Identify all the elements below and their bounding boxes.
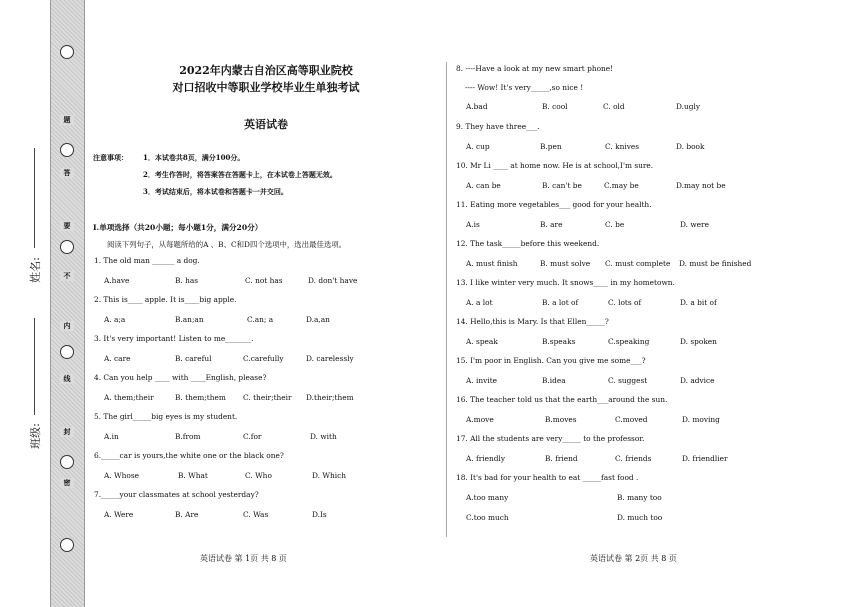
option: C. Who	[245, 471, 272, 480]
option: A.is	[466, 220, 480, 229]
option: C.speaking	[608, 337, 650, 346]
question-text: 2. This is____ apple. It is____big apple.	[94, 295, 237, 304]
punch-hole	[60, 143, 74, 157]
option: B.moves	[545, 415, 577, 424]
question-text: 10. Mr Li ____ at home now. He is at school,I'm sure.	[456, 161, 654, 170]
option: C. not has	[245, 276, 283, 285]
option: D.may not be	[676, 181, 726, 190]
option: B. What	[178, 471, 208, 480]
option: B. them;them	[175, 393, 226, 402]
footer-page-left: 英语试卷 第 1页 共 8 页	[200, 554, 287, 563]
binding-char: 内	[60, 321, 74, 331]
option: A. speak	[466, 337, 498, 346]
notice-item: 3．考试结束后，将本试卷和答题卡一并交回。	[143, 187, 288, 196]
question-text: 17. All the students are very_____ to the professor.	[456, 434, 645, 443]
exam-subject: 英语试卷	[244, 118, 288, 131]
option: C. suggest	[608, 376, 648, 385]
option: B. has	[175, 276, 199, 285]
option: C. their;their	[243, 393, 292, 402]
option: B. must solve	[540, 259, 591, 268]
option: D. book	[676, 142, 705, 151]
option: C. be	[605, 220, 625, 229]
binding-char: 题	[60, 115, 74, 125]
option: C.for	[243, 432, 262, 441]
option: B.an;an	[175, 315, 204, 324]
exam-title-line2: 对口招收中等职业学校毕业生单独考试	[172, 81, 360, 94]
option: D. much too	[617, 513, 663, 522]
question-text: 16. The teacher told us that the earth___around the sun.	[456, 395, 668, 404]
question-text: 4. Can you help ____ with ____English, please?	[94, 373, 267, 382]
option: D. spoken	[680, 337, 717, 346]
binding-char: 线	[60, 374, 74, 384]
option: C. lots of	[608, 298, 642, 307]
class-label: 班级:	[28, 423, 42, 449]
class-underline	[34, 318, 35, 415]
question-text: 15. I'm poor in English. Can you give me some___?	[456, 356, 646, 365]
question-text: 7._____your classmates at school yesterday?	[94, 490, 259, 499]
option: B. Are	[175, 510, 199, 519]
option: D. friendlier	[682, 454, 728, 463]
option: B. can't be	[542, 181, 582, 190]
option: D. Which	[312, 471, 346, 480]
option: D.ugly	[676, 102, 701, 111]
question-text: 3. It's very important! Listen to me_______.	[94, 334, 254, 343]
option: B. many too	[617, 493, 662, 502]
footer-page-right: 英语试卷 第 2页 共 8 页	[590, 554, 677, 563]
binding-char: 不	[60, 271, 74, 281]
option: B.from	[175, 432, 201, 441]
option: A.move	[466, 415, 494, 424]
option: C. friends	[615, 454, 652, 463]
option: A. Whose	[104, 471, 140, 480]
option: B. friend	[545, 454, 578, 463]
binding-char: 答	[60, 168, 74, 178]
question-text: 6._____car is yours,the white one or the black one?	[94, 451, 284, 460]
option: D. carelessly	[306, 354, 354, 363]
binding-strip	[50, 0, 85, 607]
option: C. old	[603, 102, 625, 111]
section-title: Ⅰ.单项选择（共20小题；每小题1分，满分20分）	[93, 223, 263, 232]
option: C.too much	[466, 513, 509, 522]
option: C.an; a	[247, 315, 274, 324]
question-text: 8. ----Have a look at my new smart phone!	[456, 64, 614, 73]
binding-char: 密	[60, 478, 74, 488]
option: C. must complete	[605, 259, 671, 268]
punch-hole	[60, 45, 74, 59]
option: D. with	[310, 432, 337, 441]
question-text: 14. Hello,this is Mary. Is that Ellen_____?	[456, 317, 609, 326]
question-text: 12. The task_____before this weekend.	[456, 239, 600, 248]
option: C. knives	[605, 142, 640, 151]
option: D. advice	[680, 376, 715, 385]
option: D. don't have	[308, 276, 358, 285]
option: A. care	[104, 354, 131, 363]
option: D. were	[680, 220, 709, 229]
option: A. cup	[466, 142, 490, 151]
question-text: 1. The old man ______ a dog.	[94, 256, 200, 265]
option: A.have	[104, 276, 130, 285]
question-text: 13. I like winter very much. It snows____ in my hometown.	[456, 278, 675, 287]
page-divider	[446, 62, 447, 537]
question-text: 18. It's bad for your health to eat _____fast food .	[456, 473, 639, 482]
option: D. a bit of	[680, 298, 717, 307]
option: D. must be finished	[679, 259, 752, 268]
option: B.speaks	[542, 337, 576, 346]
punch-hole	[60, 240, 74, 254]
notice-item: 1．本试卷共8页，满分100分。	[143, 153, 245, 162]
name-label: 姓名:	[28, 257, 42, 283]
option: A. friendly	[466, 454, 506, 463]
option: D.their;them	[306, 393, 354, 402]
option: A. must finish	[466, 259, 518, 268]
exam-title-line1: 2022年内蒙古自治区高等职业院校	[179, 64, 353, 77]
question-text: ---- Wow! It's very_____,so nice !	[465, 83, 584, 92]
punch-hole	[60, 455, 74, 469]
option: A.too many	[466, 493, 509, 502]
punch-hole	[60, 538, 74, 552]
option: A. a;a	[104, 315, 126, 324]
option: B. careful	[175, 354, 212, 363]
option: D.Is	[312, 510, 327, 519]
option: A. a lot	[466, 298, 493, 307]
option: A. can be	[466, 181, 501, 190]
option: A.in	[104, 432, 119, 441]
notice-label: 注意事项：	[93, 153, 128, 162]
binding-char: 封	[60, 427, 74, 437]
question-text: 11. Eating more vegetables___ good for your health.	[456, 200, 652, 209]
option: B. cool	[542, 102, 568, 111]
option: A. Were	[104, 510, 134, 519]
binding-char: 要	[60, 221, 74, 231]
question-text: 9. They have three___.	[456, 122, 540, 131]
section-instruction: 阅读下列句子，从每题所给的A 、B、C和D四个选项中，选出最佳选项。	[107, 240, 347, 249]
option: B.idea	[542, 376, 566, 385]
option: B. a lot of	[542, 298, 579, 307]
option: D. moving	[682, 415, 720, 424]
option: B. are	[540, 220, 563, 229]
option: C.carefully	[243, 354, 284, 363]
option: A. them;their	[104, 393, 154, 402]
question-text: 5. The girl_____big eyes is my student.	[94, 412, 238, 421]
option: D.a,an	[306, 315, 330, 324]
option: C.moved	[615, 415, 648, 424]
notice-item: 2．考生作答时，将答案答在答题卡上，在本试卷上答题无效。	[143, 170, 337, 179]
punch-hole	[60, 345, 74, 359]
name-underline	[34, 148, 35, 248]
option: C.may be	[604, 181, 639, 190]
option: B.pen	[540, 142, 562, 151]
option: A.bad	[466, 102, 488, 111]
option: C. Was	[243, 510, 269, 519]
option: A. invite	[466, 376, 498, 385]
